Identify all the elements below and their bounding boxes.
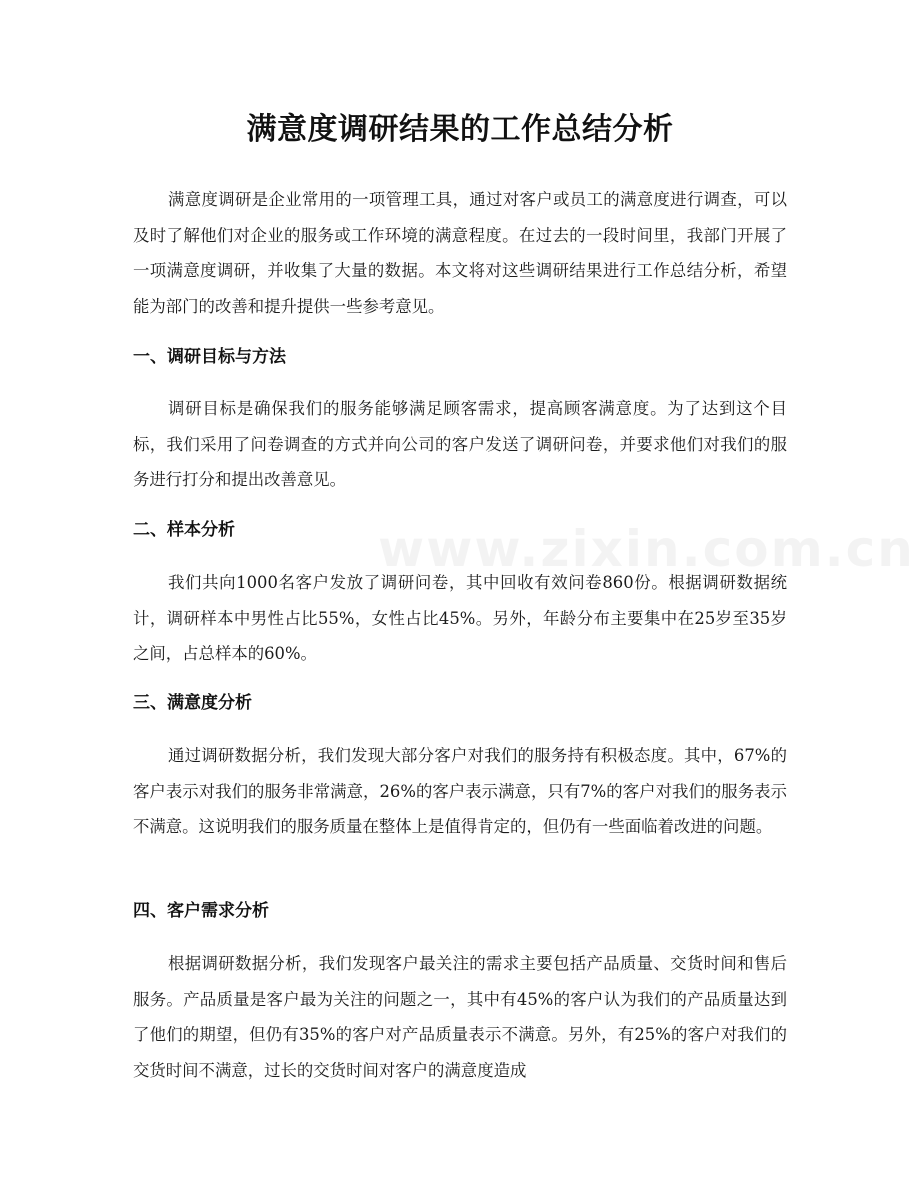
section-heading-goals: 一、调研目标与方法 (133, 347, 286, 367)
section-body-goals: 调研目标是确保我们的服务能够满足顾客需求，提高顾客满意度。为了达到这个目标，我们采用了问卷调查的方式并向公司的客户发送了调研问卷，并要求他们对我们的服务进行打分和提出改善意见。 (133, 399, 787, 489)
section-body-sample: 我们共向1000名客户发放了调研问卷，其中回收有效问卷860份。根据调研数据统计，调研样本中男性占比55%，女性占比45%。另外，年龄分布主要集中在25岁至35岁之间，占总样本的60%。 (133, 573, 787, 663)
section-body-needs: 根据调研数据分析，我们发现客户最关注的需求主要包括产品质量、交货时间和售后服务。产品质量是客户最为关注的问题之一，其中有45%的客户认为我们的产品质量达到了他们的期望，但仍有35%的客户对产品质量表示不满意。另外，有25%的客户对我们的交货时间不满意，过长的交货时间对客户的满意度造成 (133, 954, 787, 1080)
section-heading-satisfaction: 三、满意度分析 (133, 693, 252, 713)
section-heading-needs: 四、客户需求分析 (133, 901, 269, 921)
section-heading-sample: 二、样本分析 (133, 520, 235, 540)
page-title: 满意度调研结果的工作总结分析 (246, 112, 674, 147)
section-body-satisfaction: 通过调研数据分析，我们发现大部分客户对我们的服务持有积极态度。其中，67%的客户表示对我们的服务非常满意，26%的客户表示满意，只有7%的客户对我们的服务表示不满意。这说明我们的服务质量在整体上是值得肯定的，但仍有一些面临着改进的问题。 (133, 746, 787, 836)
intro-paragraph: 满意度调研是企业常用的一项管理工具，通过对客户或员工的满意度进行调查，可以及时了解他们对企业的服务或工作环境的满意程度。在过去的一段时间里，我部门开展了一项满意度调研，并收集了大量的数据。本文将对这些调研结果进行工作总结分析，希望能为部门的改善和提升提供一些参考意见。 (133, 190, 787, 316)
